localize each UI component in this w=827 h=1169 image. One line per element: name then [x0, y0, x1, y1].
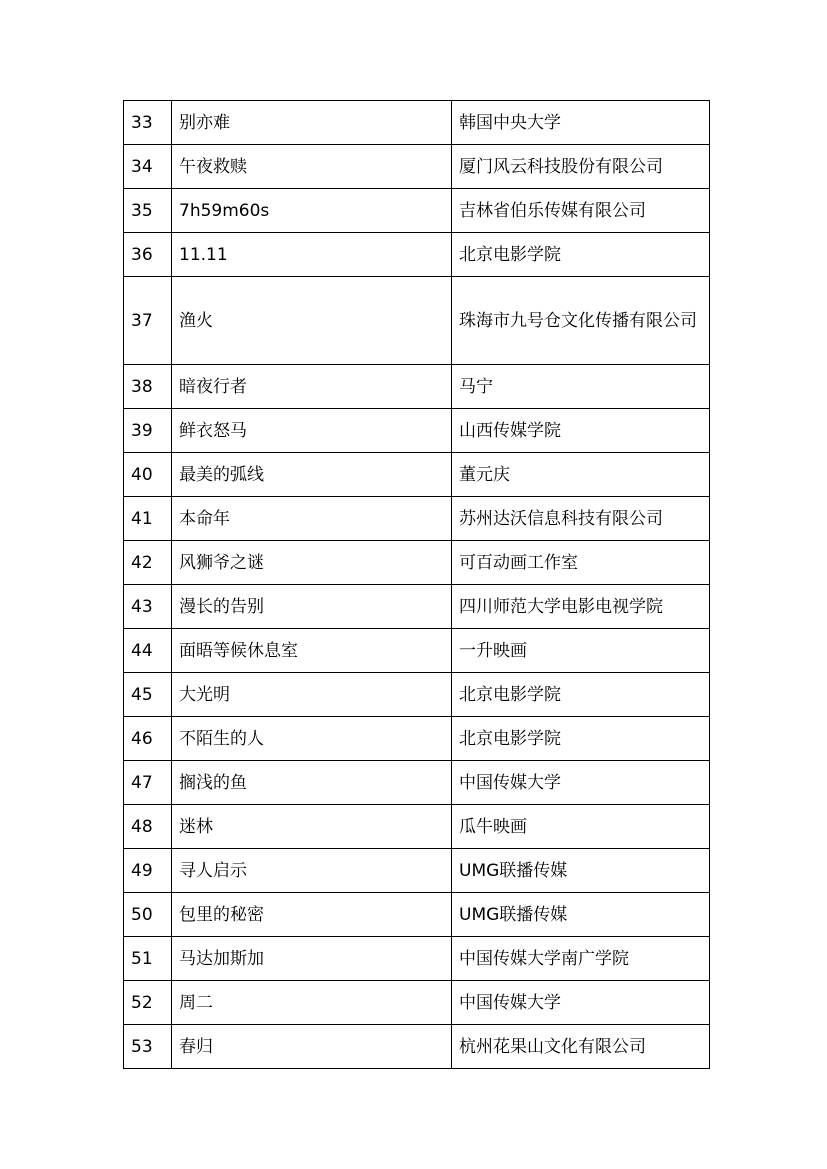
table-row [124, 981, 710, 1025]
row-number: 50 [124, 893, 172, 937]
submitting-organization: 中国传媒大学 [452, 981, 710, 1025]
table-row [124, 453, 710, 497]
table-row [124, 629, 710, 673]
work-title: 午夜救赎 [172, 145, 452, 189]
row-number: 48 [124, 805, 172, 849]
row-number: 39 [124, 409, 172, 453]
work-title: 大光明 [172, 673, 452, 717]
work-title: 最美的弧线 [172, 453, 452, 497]
submitting-organization: 厦门风云科技股份有限公司 [452, 145, 710, 189]
table-row [124, 409, 710, 453]
row-number: 35 [124, 189, 172, 233]
table-row [124, 717, 710, 761]
submitting-organization: 吉林省伯乐传媒有限公司 [452, 189, 710, 233]
work-title: 面晤等候休息室 [172, 629, 452, 673]
submitting-organization: 北京电影学院 [452, 717, 710, 761]
table-row [124, 101, 710, 145]
work-title: 寻人启示 [172, 849, 452, 893]
work-title: 鲜衣怒马 [172, 409, 452, 453]
submitting-organization: 中国传媒大学南广学院 [452, 937, 710, 981]
table-row [124, 1025, 710, 1069]
row-number: 40 [124, 453, 172, 497]
table-row [124, 673, 710, 717]
table-row [124, 277, 710, 365]
row-number: 44 [124, 629, 172, 673]
row-number: 53 [124, 1025, 172, 1069]
table-row [124, 233, 710, 277]
table-row [124, 761, 710, 805]
work-title: 春归 [172, 1025, 452, 1069]
work-title: 本命年 [172, 497, 452, 541]
entries-table-body [124, 101, 710, 1069]
submitting-organization: 山西传媒学院 [452, 409, 710, 453]
work-title: 暗夜行者 [172, 365, 452, 409]
row-number: 46 [124, 717, 172, 761]
work-title: 搁浅的鱼 [172, 761, 452, 805]
work-title: 马达加斯加 [172, 937, 452, 981]
submitting-organization: 北京电影学院 [452, 673, 710, 717]
table-row [124, 893, 710, 937]
table-row [124, 541, 710, 585]
submitting-organization: 韩国中央大学 [452, 101, 710, 145]
row-number: 52 [124, 981, 172, 1025]
table-row [124, 497, 710, 541]
submitting-organization: 瓜牛映画 [452, 805, 710, 849]
row-number: 34 [124, 145, 172, 189]
table-row [124, 145, 710, 189]
work-title: 别亦难 [172, 101, 452, 145]
row-number: 42 [124, 541, 172, 585]
row-number: 33 [124, 101, 172, 145]
table-row [124, 937, 710, 981]
row-number: 49 [124, 849, 172, 893]
work-title: 漫长的告别 [172, 585, 452, 629]
work-title: 风狮爷之谜 [172, 541, 452, 585]
submitting-organization: 四川师范大学电影电视学院 [452, 585, 710, 629]
entries-table [123, 100, 710, 1069]
row-number: 36 [124, 233, 172, 277]
submitting-organization: 杭州花果山文化有限公司 [452, 1025, 710, 1069]
row-number: 37 [124, 277, 172, 365]
submitting-organization: 北京电影学院 [452, 233, 710, 277]
work-title: 渔火 [172, 277, 452, 365]
work-title: 周二 [172, 981, 452, 1025]
table-row [124, 849, 710, 893]
submitting-organization: 可百动画工作室 [452, 541, 710, 585]
table-row [124, 365, 710, 409]
work-title: 7h59m60s [172, 189, 452, 233]
submitting-organization: UMG联播传媒 [452, 849, 710, 893]
table-row [124, 189, 710, 233]
row-number: 41 [124, 497, 172, 541]
row-number: 43 [124, 585, 172, 629]
work-title: 不陌生的人 [172, 717, 452, 761]
table-row [124, 805, 710, 849]
submitting-organization: 一升映画 [452, 629, 710, 673]
work-title: 包里的秘密 [172, 893, 452, 937]
row-number: 38 [124, 365, 172, 409]
row-number: 47 [124, 761, 172, 805]
submitting-organization: 苏州达沃信息科技有限公司 [452, 497, 710, 541]
work-title: 迷林 [172, 805, 452, 849]
submitting-organization: 马宁 [452, 365, 710, 409]
work-title: 11.11 [172, 233, 452, 277]
submitting-organization: 珠海市九号仓文化传播有限公司 [452, 277, 710, 365]
table-row [124, 585, 710, 629]
row-number: 51 [124, 937, 172, 981]
submitting-organization: 中国传媒大学 [452, 761, 710, 805]
row-number: 45 [124, 673, 172, 717]
submitting-organization: UMG联播传媒 [452, 893, 710, 937]
submitting-organization: 董元庆 [452, 453, 710, 497]
